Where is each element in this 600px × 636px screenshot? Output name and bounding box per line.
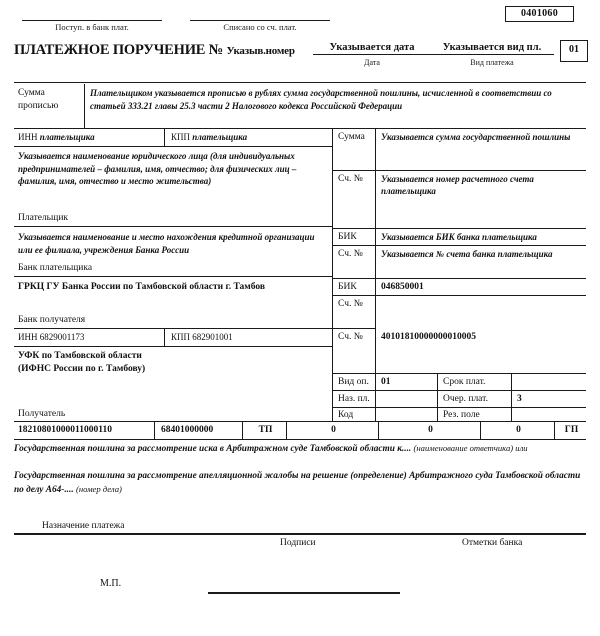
payee-kpp-field[interactable]: [167, 331, 332, 346]
payment-order-priority-value[interactable]: 3: [517, 394, 522, 404]
payee-bank-bik-value[interactable]: 046850001: [381, 282, 424, 292]
signature-line-1[interactable]: [208, 592, 400, 594]
payer-inn-top-rule: [14, 128, 586, 129]
purpose-caption: Назначение платежа: [42, 521, 125, 531]
payer-bank-bik-hint[interactable]: Указывается БИК банка плательщика: [381, 232, 537, 242]
received-by-bank-rule: [22, 20, 162, 21]
payment-kind-value[interactable]: Указывается вид пл.: [430, 42, 554, 55]
purpose-line1-main: Государственная пошлина за рассмотрение иска в Арбитражном суде Тамбовской области к....: [14, 444, 412, 454]
payer-inn-value[interactable]: плательщика: [39, 132, 95, 142]
payee-inn-kpp-divider: [164, 329, 165, 346]
budget-divider-1: [154, 422, 155, 439]
debited-from-account-label: Списано со сч. плат.: [223, 22, 297, 32]
payee-inn-bottom-rule: [14, 346, 332, 347]
purpose-bottom-rule: [14, 533, 586, 535]
payee-bank-account-bottom-rule: [332, 328, 376, 329]
payee-bank-bottom-rule: [14, 328, 332, 329]
form-code-box: 0401060: [505, 6, 574, 22]
payment-type-value[interactable]: ГП: [564, 425, 579, 435]
payee-account-label: Сч. №: [338, 332, 363, 342]
date-field-value[interactable]: Указывается дата: [313, 42, 431, 55]
received-by-bank-label: Поступ. в банк плат.: [55, 22, 129, 32]
operation-row1-rule: [332, 390, 586, 391]
payer-inn-field[interactable]: [14, 131, 164, 146]
operation-kind-label: Вид оп.: [338, 377, 369, 387]
payee-inn-label: ИНН: [18, 332, 38, 342]
payee-name-line1: УФК по Тамбовской области: [18, 351, 142, 361]
payee-bank-bik-top-rule: [332, 278, 586, 279]
payee-inn-field[interactable]: [14, 331, 164, 346]
debited-from-account-rule: [190, 20, 330, 21]
payee-bank-name[interactable]: ГРКЦ ГУ Банка России по Тамбовской области г. Тамбов: [18, 282, 266, 292]
payee-inn-value[interactable]: 6829001173: [39, 332, 85, 342]
amount-words-label-line1: Сумма: [18, 88, 45, 98]
purpose-text-block[interactable]: [14, 442, 586, 456]
operation-kind-value[interactable]: 01: [381, 377, 391, 387]
payee-bank-caption: Банк получателя: [18, 315, 86, 325]
purpose-text-block-alt[interactable]: [14, 470, 586, 496]
document-number-budget-value[interactable]: 0: [428, 425, 433, 435]
amount-label: Сумма: [338, 132, 365, 142]
purpose-line1-note: (наименование ответчика) или: [413, 443, 528, 453]
payee-caption: Получатель: [18, 409, 66, 419]
payer-kpp-field[interactable]: [167, 131, 332, 146]
payee-bank-bik-label: БИК: [338, 282, 357, 292]
payment-kind-code-box[interactable]: 01: [560, 40, 588, 62]
payer-inn-kpp-divider: [164, 129, 165, 147]
payer-account-top-rule: [332, 170, 586, 171]
date-field-caption: Дата: [364, 58, 380, 67]
payment-purpose-code-value[interactable]: [377, 393, 437, 407]
payer-account-hint[interactable]: Указывается номер расчетного счета плательщика: [381, 174, 534, 196]
payer-bank-account-label: Сч. №: [338, 249, 363, 259]
payer-bank-caption: Банк плательщика: [18, 263, 93, 273]
amount-words-top-rule: [14, 82, 586, 83]
document-date-budget-value[interactable]: 0: [516, 425, 521, 435]
page-title-text: ПЛАТЕЖНОЕ ПОРУЧЕНИЕ №: [14, 42, 224, 58]
payer-bank-bottom-rule: [14, 276, 332, 277]
payee-kpp-value[interactable]: 682901001: [192, 332, 233, 342]
payment-term-value[interactable]: [513, 376, 583, 390]
okato-value[interactable]: 68401000000: [161, 425, 214, 435]
bank-marks-label: Отметки банка: [462, 538, 523, 548]
code-label: Код: [338, 410, 354, 420]
payment-order-priority-label: Очер. плат.: [443, 394, 488, 404]
payer-bank-bik-top-rule: [332, 228, 586, 229]
page-title: [14, 42, 295, 59]
payee-name[interactable]: [14, 349, 330, 375]
code-value[interactable]: [377, 409, 437, 422]
payee-bank-account-value[interactable]: [377, 298, 585, 312]
payment-basis-value[interactable]: ТП: [258, 425, 273, 435]
document-number-value[interactable]: Указыв.номер: [226, 45, 295, 57]
payer-kpp-label: КПП: [171, 132, 191, 142]
payer-bank-name-hint[interactable]: Указывается наименование и место нахождения кредитной организации или ее филиала, учреждения Банка России: [18, 232, 315, 255]
payer-inn-bottom-rule: [14, 146, 332, 147]
amount-words-label: [14, 86, 84, 120]
payer-bank-account-hint[interactable]: Указывается № счета банка плательщика: [381, 249, 553, 259]
kbk-value[interactable]: 18210801000011000110: [18, 425, 112, 435]
payer-name-hint[interactable]: Указывается наименование юридического лица (для индивидуальных предпринимателей – фамилия, имя, отчество; для физических лиц – фамилия, имя, отчество и место жительства): [18, 151, 297, 186]
amount-words-label-line2: прописью: [18, 101, 59, 111]
tax-period-value[interactable]: 0: [331, 425, 336, 435]
operation-block-top-rule: [332, 373, 586, 374]
payment-kind-caption: Вид платежа: [470, 58, 514, 67]
stamp-label: М.П.: [100, 578, 122, 589]
budget-row-bottom-rule: [14, 439, 586, 440]
reserve-field-label: Рез. поле: [443, 410, 480, 420]
payer-account-label: Сч. №: [338, 174, 363, 184]
payee-account-value[interactable]: 40101810000000010005: [381, 332, 476, 342]
signatures-label: Подписи: [280, 538, 316, 548]
reserve-field-value[interactable]: [513, 409, 583, 422]
payee-kpp-label: КПП: [171, 332, 191, 342]
payee-bank-account-label: Сч. №: [338, 299, 363, 309]
payer-name-caption: Плательщик: [18, 213, 69, 223]
payer-name-bottom-rule: [14, 226, 332, 227]
amount-hint-value[interactable]: Указывается сумма государственной пошлины: [381, 132, 571, 142]
payer-bank-account-top-rule: [332, 245, 586, 246]
payer-bank-bik-label: БИК: [338, 232, 357, 242]
payment-purpose-code-label: Наз. пл.: [338, 394, 370, 404]
payee-bank-account-top-rule: [332, 295, 586, 296]
payer-kpp-value[interactable]: плательщика: [192, 132, 248, 142]
payer-inn-label: ИНН: [18, 132, 38, 142]
purpose-line2-note: (номер дела): [75, 483, 122, 494]
purpose-line2-main: Государственная пошлина за рассмотрение апелляционной жалобы на решение (определение) Арбитражного суда Тамбовской области по делу А64-....: [14, 471, 581, 495]
amount-words-value[interactable]: Плательщиком указывается прописью в рублях сумма государственной пошлины, исчисленной в соответствии со статьей 333.21 главы 25.3 части 2 Налогового кодекса Российской Федерации: [90, 88, 552, 111]
payment-term-label: Срок плат.: [443, 377, 486, 387]
payee-name-line2: (ИФНС России по г. Тамбову): [18, 364, 146, 374]
